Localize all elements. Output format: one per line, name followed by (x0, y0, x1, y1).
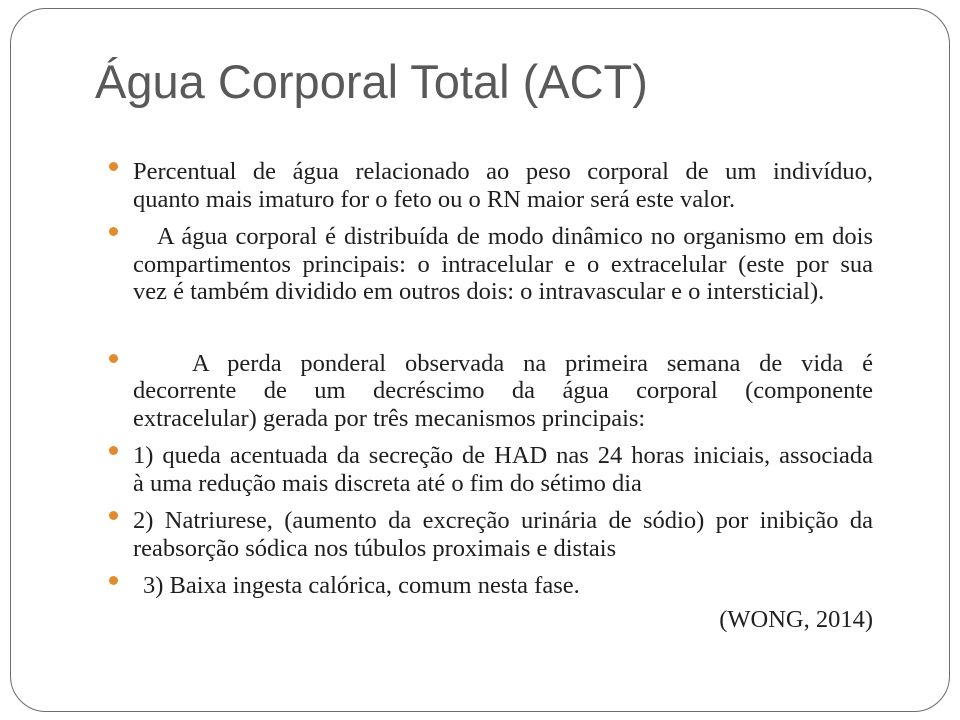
bullet-line: 3) Baixa ingesta calórica, comum nesta fase. (143, 572, 580, 599)
bullet-line: reabsorção sódica nos túbulos proximais e distais (133, 534, 617, 562)
bullet-dot-icon (109, 354, 118, 363)
bullet-item-4 (133, 442, 873, 497)
bullet-item-2 (133, 223, 873, 306)
bullet-line: 2) Natriurese, (aumento da excreção urinária de sódio) por inibição da (133, 507, 873, 534)
bullet-dot-icon (109, 446, 118, 455)
bullet-dot-icon (109, 576, 118, 585)
bullet-line: vez é também dividido em outros dois: o intravascular e o intersticial). (133, 278, 825, 305)
slide-title: Água Corporal Total (ACT) (95, 55, 648, 108)
bullet-line: compartimentos principais: o intracelular e o extracelular (este por sua (133, 250, 873, 278)
bullet-line: extracelular) gerada por três mecanismos principais: (133, 404, 646, 432)
bullet-item-1 (133, 158, 873, 213)
bullet-line: decorrente de um decréscimo da água corporal (componente (133, 377, 873, 404)
bullet-line: à uma redução mais discreta até o fim do sétimo dia (133, 469, 642, 497)
bullet-dot-icon (109, 227, 118, 236)
bullet-item-3 (133, 350, 873, 433)
bullet-line: Percentual de água relacionado ao peso corporal de um indivíduo, (133, 158, 873, 185)
bullet-dot-icon (109, 162, 118, 171)
citation-text: (WONG, 2014) (719, 606, 873, 633)
bullet-item-5 (133, 507, 873, 562)
bullet-line: quanto mais imaturo for o feto ou o RN maior será este valor. (133, 185, 736, 213)
bullet-line: 1) queda acentuada da secreção de HAD nas 24 horas iniciais, associada (133, 442, 873, 469)
bullet-line: A perda ponderal observada na primeira semana de vida é (192, 349, 873, 377)
bullet-item-6 (133, 572, 873, 600)
bullet-dot-icon (109, 511, 118, 520)
bullet-line: A água corporal é distribuída de modo dinâmico no organismo em dois (157, 223, 873, 250)
bullet-list (133, 158, 873, 600)
